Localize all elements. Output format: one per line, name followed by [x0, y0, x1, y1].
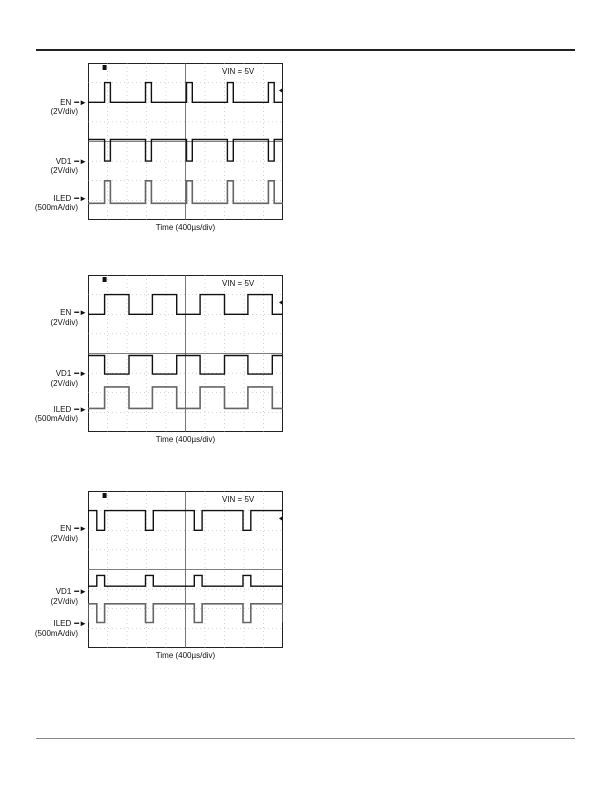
- vin-label: VIN = 5V: [222, 495, 255, 504]
- vd1-label: VD1 ━►: [55, 587, 87, 596]
- trigger-marker: [103, 65, 107, 70]
- x-axis-label: Time (400µs/div): [155, 651, 216, 660]
- vin-label: VIN = 5V: [222, 67, 255, 76]
- trigger-marker: [103, 277, 107, 282]
- en-label: EN ━►: [60, 308, 87, 317]
- en-unit: (2V/div): [50, 318, 78, 327]
- vd1-label: VD1 ━►: [55, 157, 87, 166]
- vd1-label: VD1 ━►: [55, 369, 87, 378]
- vd1-unit: (2V/div): [50, 379, 78, 388]
- iled-unit: (500mA/div): [34, 629, 78, 638]
- scope-panel-2: [0, 275, 320, 475]
- x-axis-label: Time (400µs/div): [155, 223, 216, 232]
- iled-label: ILED ━►: [53, 619, 87, 628]
- vin-label: VIN = 5V: [222, 279, 255, 288]
- iled-unit: (500mA/div): [34, 414, 78, 423]
- vd1-unit: (2V/div): [50, 166, 78, 175]
- en-unit: (2V/div): [50, 534, 78, 543]
- header-rule: [36, 49, 575, 51]
- iled-unit: (500mA/div): [34, 203, 78, 212]
- oscilloscope-plot-1: [88, 63, 283, 220]
- en-label: EN ━►: [60, 98, 87, 107]
- oscilloscope-plot-3: [88, 491, 283, 648]
- scope-panel-3: [0, 491, 320, 691]
- iled-label: ILED ━►: [53, 194, 87, 203]
- iled-label: ILED ━►: [53, 405, 87, 414]
- oscilloscope-plot-2: [88, 275, 283, 432]
- x-axis-label: Time (400µs/div): [155, 435, 216, 444]
- en-label: EN ━►: [60, 524, 87, 533]
- footer-rule: [36, 738, 575, 739]
- vd1-unit: (2V/div): [50, 597, 78, 606]
- trigger-marker: [103, 493, 107, 498]
- en-unit: (2V/div): [50, 107, 78, 116]
- scope-panel-1: [0, 63, 320, 263]
